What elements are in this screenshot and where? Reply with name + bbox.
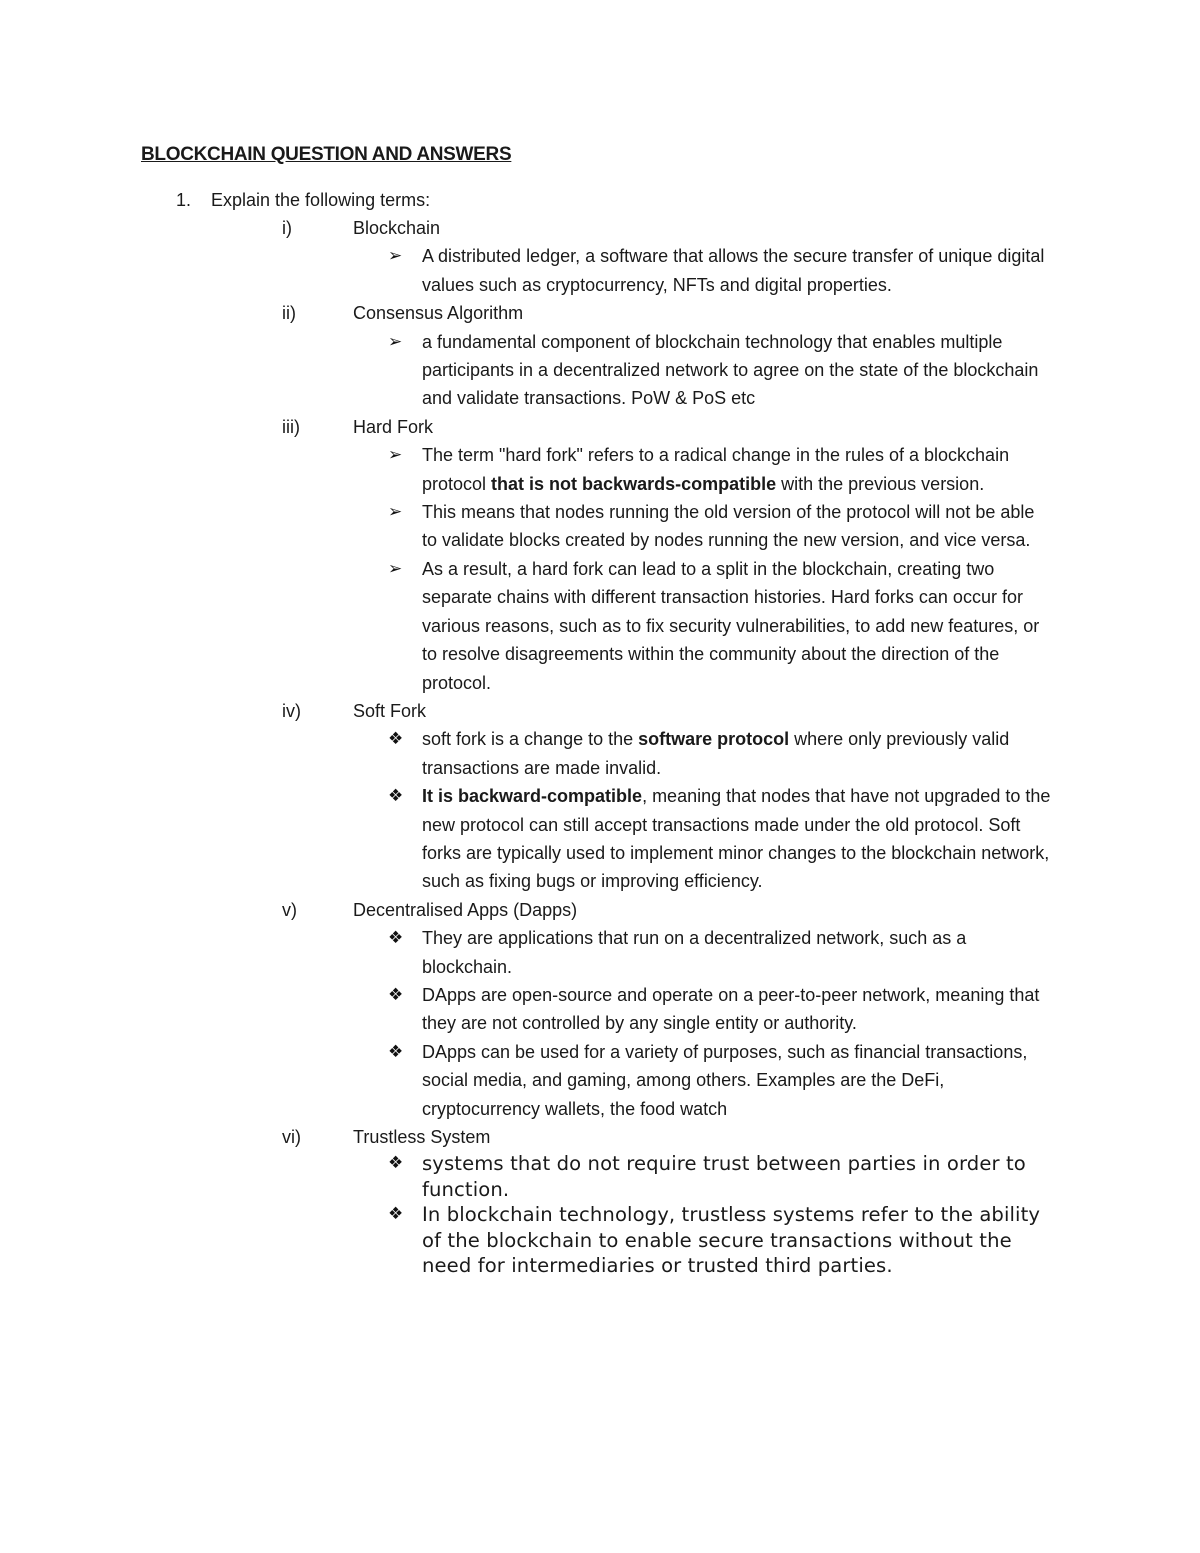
diamond-bullet-icon: ❖: [388, 1204, 404, 1225]
question-number: 1.: [176, 190, 192, 210]
term-heading: [282, 214, 1072, 242]
document-title: BLOCKCHAIN QUESTION AND ANSWERS: [141, 144, 512, 165]
term-definition-list: [282, 725, 1072, 895]
definition-item: [282, 498, 1072, 555]
definition-text: This means that nodes running the old version of the protocol will not be able to validate blocks created by nodes running the new version, and vice versa.: [422, 502, 1035, 551]
term-definition-list: [282, 242, 1072, 299]
diamond-bullet-icon: ❖: [388, 1153, 404, 1174]
term-number: iii): [282, 416, 300, 437]
terms-list: [282, 214, 1072, 1279]
diamond-bullet-icon: ❖: [388, 1041, 404, 1062]
term-number: i): [282, 218, 292, 238]
term-label: Blockchain: [353, 218, 441, 238]
term-number: ii): [282, 303, 296, 324]
diamond-bullet-icon: ❖: [388, 928, 404, 949]
definition-item: [282, 242, 1072, 299]
definition-item: [282, 924, 1072, 981]
arrow-bullet-icon: ➢: [388, 445, 403, 466]
diamond-bullet-icon: ❖: [388, 984, 404, 1005]
term-label: Soft Fork: [353, 700, 427, 721]
emphasis-text: software protocol: [638, 729, 790, 750]
term-heading: [282, 299, 1072, 327]
term-heading: [282, 413, 1072, 441]
term-label: Hard Fork: [353, 416, 434, 437]
definition-item: [282, 555, 1072, 697]
definition-text: soft fork is a change to the software protocol where only previously valid transactions are made invalid.: [422, 729, 1010, 778]
definition-text: The term "hard fork" refers to a radical change in the rules of a blockchain protocol that is not backwards-compatible with the previous version.: [422, 445, 1010, 494]
definition-item: [282, 441, 1072, 498]
term-number: v): [282, 899, 297, 920]
term-definition-list: [282, 1151, 1072, 1279]
definition-item: [282, 725, 1072, 782]
term-heading: [282, 697, 1072, 725]
arrow-bullet-icon: ➢: [388, 502, 403, 523]
question-text: Explain the following terms:: [211, 190, 431, 210]
term-heading: [282, 896, 1072, 924]
term-definition-list: [282, 924, 1072, 1123]
arrow-bullet-icon: ➢: [388, 558, 403, 579]
definition-text: In blockchain technology, trustless systems refer to the ability of the blockchain to enable secure transactions without the need for intermediaries or trusted third parties.: [422, 1203, 1041, 1278]
definition-text: A distributed ledger, a software that allows the secure transfer of unique digital values such as cryptocurrency, NFTs and digital properties.: [422, 246, 1045, 295]
definition-text: DApps are open-source and operate on a peer-to-peer network, meaning that they are not controlled by any single entity or authority.: [422, 984, 1040, 1034]
definition-text: They are applications that run on a decentralized network, such as a blockchain.: [422, 928, 967, 977]
definition-item: [282, 328, 1072, 413]
emphasis-text: It is backward-compatible: [422, 786, 643, 807]
diamond-bullet-icon: ❖: [388, 729, 404, 750]
term-definition-list: [282, 328, 1072, 413]
definition-item: [282, 1202, 1072, 1279]
term-definition-list: [282, 441, 1072, 697]
emphasis-text: that is not backwards-compatible: [491, 473, 777, 494]
term-label: Trustless System: [353, 1127, 491, 1147]
definition-item: [282, 1038, 1072, 1123]
term-number: iv): [282, 700, 301, 721]
term-heading: [282, 1123, 1072, 1151]
definition-item: [282, 782, 1072, 896]
term-label: Decentralised Apps (Dapps): [353, 899, 578, 920]
definition-text: As a result, a hard fork can lead to a split in the blockchain, creating two separate chains with different transaction histories. Hard forks can occur for various reasons, such as to fix security vulnerabilities, to add new features, or to resolve disagreements within the community about the direction of the protocol.: [422, 558, 1040, 693]
definition-item: [282, 981, 1072, 1038]
definition-text: a fundamental component of blockchain technology that enables multiple participants in a decentralized network to agree on the state of the blockchain and validate transactions. PoW & PoS etc: [422, 331, 1039, 409]
definition-text: DApps can be used for a variety of purposes, such as financial transactions, social media, and gaming, among others. Examples are the DeFi, cryptocurrency wallets, the food watch: [422, 1041, 1028, 1119]
arrow-bullet-icon: ➢: [388, 246, 403, 267]
diamond-bullet-icon: ❖: [388, 786, 404, 807]
definition-text: It is backward-compatible, meaning that nodes that have not upgraded to the new protocol can still accept transactions made under the old protocol. Soft forks are typically used to implement minor changes to the blockchain network, such as fixing bugs or improving efficiency.: [422, 786, 1051, 892]
term-number: vi): [282, 1127, 301, 1147]
definition-item: [282, 1151, 1072, 1202]
arrow-bullet-icon: ➢: [388, 331, 403, 352]
definition-text: systems that do not require trust between parties in order to function.: [422, 1152, 1026, 1201]
term-label: Consensus Algorithm: [353, 303, 524, 324]
question-1: [176, 186, 430, 214]
